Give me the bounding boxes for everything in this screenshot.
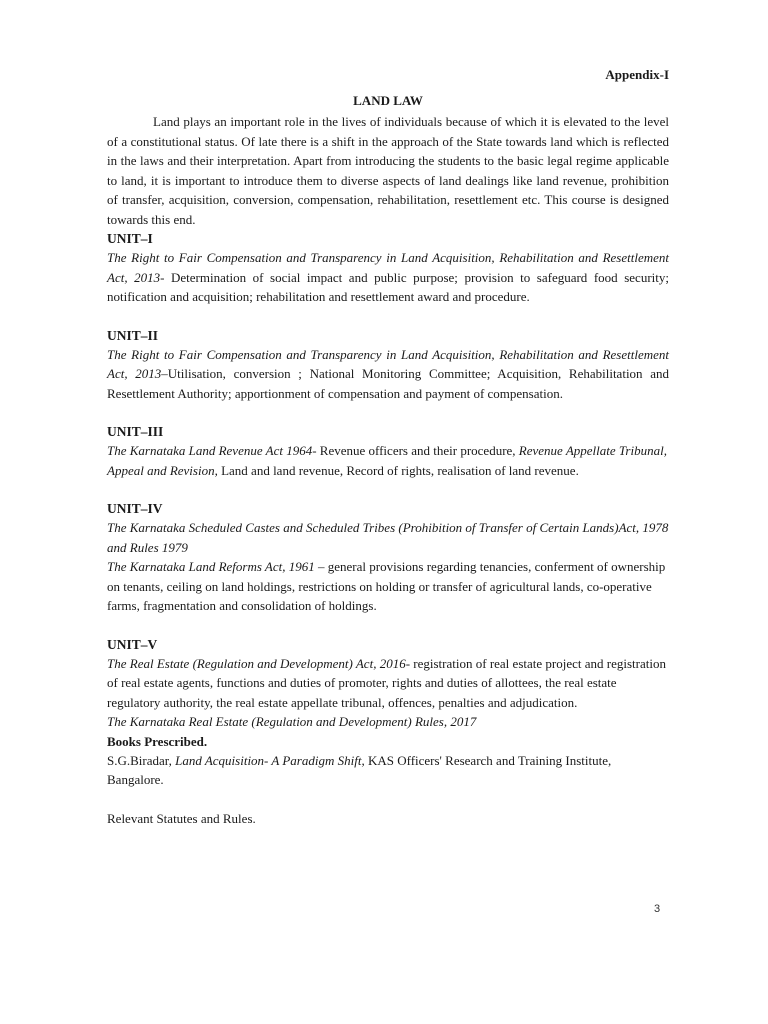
unit-body xyxy=(107,518,669,557)
appendix-label: Appendix-I xyxy=(605,67,669,82)
unit-text-secondary: Land and land revenue, Record of rights, realisation of land revenue. xyxy=(217,462,579,478)
unit-text-secondary: – general provisions regarding tenancies, conferment of ownership on tenants, ceiling on land holdings, restrictions on holding or transfer of agricultural lands, co-operative farms, fragmentation and consolidation of holdings. xyxy=(107,559,666,613)
unit-body xyxy=(107,345,669,404)
unit-text: Determination of social impact and public purpose; provision to safeguard food security; notification and acquisition; rehabilitation and resettlement award and procedure. xyxy=(107,269,669,304)
unit-text: –Utilisation, conversion ; National Monitoring Committee; Acquisition, Rehabilitation and Resettlement Authority; apportionment of compensation and payment of compensation. xyxy=(107,366,670,401)
relevant-statutes: Relevant Statutes and Rules. xyxy=(107,810,256,826)
intro-paragraph: Land plays an important role in the lives of individuals because of which it is elevated to the level of a constitutional status. Of late there is a shift in the approach of the State towards land which is reflected in the laws and their interpretation. Apart from introducing the students to the basic legal regime applicable to land, it is important to introduce them to diverse aspects of land dealings like land revenue, prohibition of transfer, acquisition, conversion, compensation, rehabilitation, resettlement etc. This course is designed towards this end. xyxy=(107,114,669,227)
page-number: 3 xyxy=(654,903,661,915)
unit-2 xyxy=(107,326,669,404)
unit-heading: UNIT–III xyxy=(107,424,164,439)
unit-5 xyxy=(107,635,669,732)
books-heading: Books Prescribed. xyxy=(107,733,208,749)
act-title: The Right to Fair Compensation and Transparency in Land Acquisition, Rehabilitation and Resettlement Act, 2013 xyxy=(107,346,669,381)
book-publisher: KAS Officers' Research and Training Institute, Bangalore. xyxy=(107,752,612,787)
unit-body xyxy=(107,654,669,713)
book-author: S.G.Biradar, xyxy=(107,752,176,768)
document-page xyxy=(107,66,669,828)
act-title: The Karnataka Scheduled Castes and Scheduled Tribes (Prohibition of Transfer of Certain Lands)Act, 1978 and Rules 1979 xyxy=(107,520,669,555)
unit-text: Revenue officers and their procedure, xyxy=(316,443,519,458)
unit-text: registration of real estate project and registration of real estate agents, functions and duties of promoter, rights and duties of allottees, the real estate regulatory authority, the real estate appellate tribunal, offences, penalties and adjudication. xyxy=(107,655,666,710)
unit-heading: UNIT–IV xyxy=(107,501,163,516)
act-title-secondary: The Karnataka Land Reforms Act, 1961 xyxy=(107,559,315,574)
book-title: Land Acquisition- A Paradigm Shift, xyxy=(175,752,365,768)
unit-1 xyxy=(107,229,669,307)
document-title: LAND LAW xyxy=(353,93,423,108)
unit-heading: UNIT–I xyxy=(107,231,153,246)
book-reference xyxy=(107,751,669,790)
unit-heading: UNIT–V xyxy=(107,636,158,652)
rules-title: The Karnataka Real Estate (Regulation and Development) Rules, 2017 xyxy=(107,714,477,729)
unit-body xyxy=(107,441,669,480)
unit-body-secondary xyxy=(107,557,669,616)
unit-4 xyxy=(107,499,669,616)
unit-body xyxy=(107,248,669,307)
unit-3 xyxy=(107,422,669,480)
unit-heading: UNIT–II xyxy=(107,327,159,343)
act-title-secondary: Revenue Appellate Tribunal, Appeal and Revision, xyxy=(107,443,667,478)
act-title: The Karnataka Land Revenue Act 1964- xyxy=(107,443,317,458)
act-title: The Right to Fair Compensation and Transparency in Land Acquisition, Rehabilitation and Resettlement Act, 2013- xyxy=(107,250,669,285)
act-title: The Real Estate (Regulation and Development) Act, 2016- xyxy=(107,655,411,671)
